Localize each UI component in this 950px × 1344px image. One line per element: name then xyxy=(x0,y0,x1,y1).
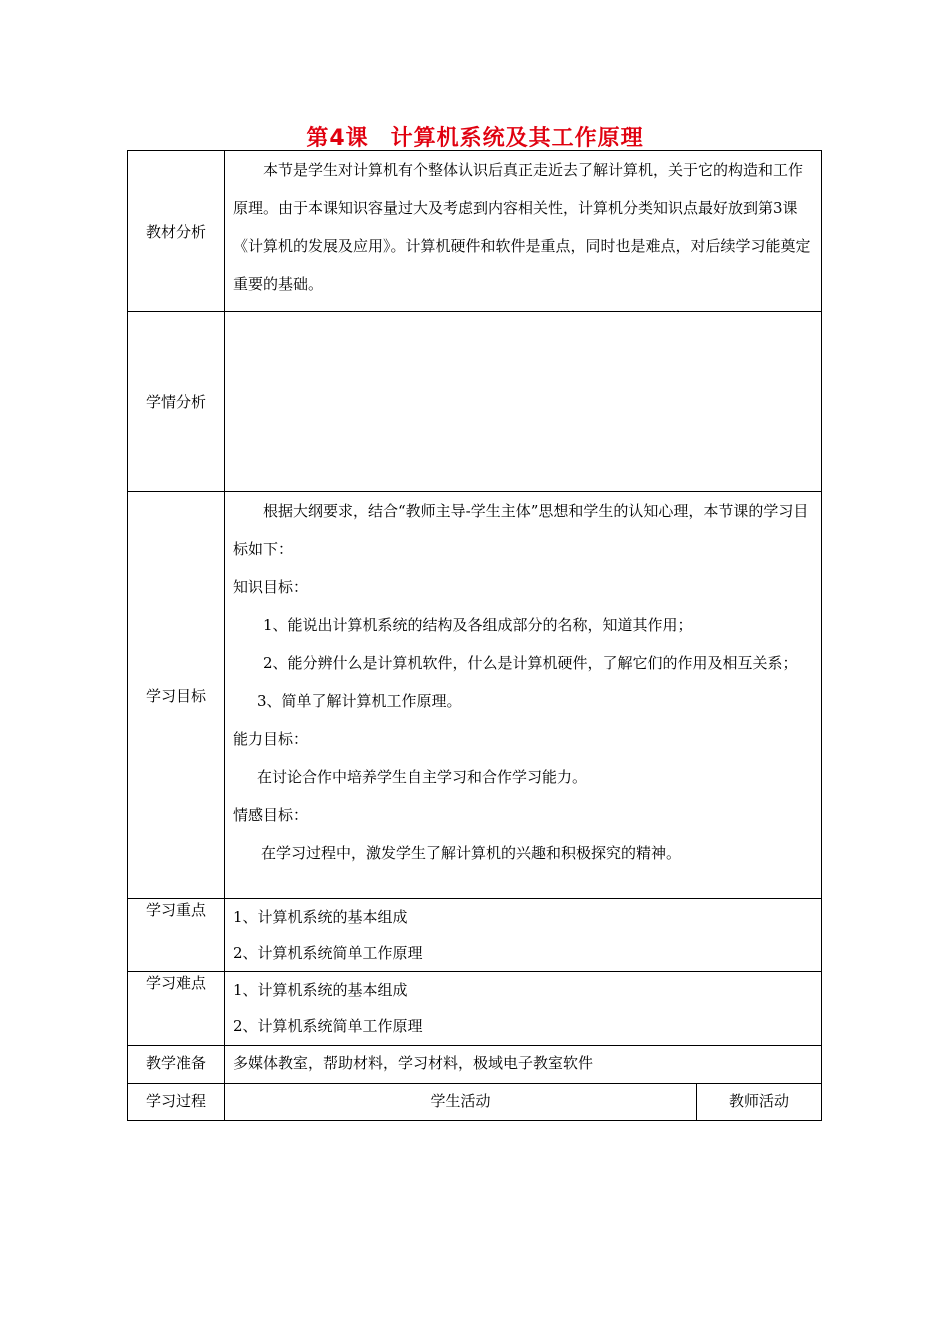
knowledge-heading: 知识目标： xyxy=(233,578,309,596)
ability-heading: 能力目标： xyxy=(233,730,309,748)
difficulty-item: 2、计算机系统简单工作原理 xyxy=(233,1017,423,1035)
row-preparation xyxy=(128,1046,822,1084)
emotion-text: 在学习过程中，激发学生了解计算机的兴趣和积极探究的精神。 xyxy=(261,844,682,862)
content-key-points xyxy=(225,899,822,972)
row-textbook-analysis xyxy=(128,151,822,312)
knowledge-item: 3、简单了解计算机工作原理。 xyxy=(257,692,462,710)
header-student-activity: 学生活动 xyxy=(225,1084,697,1121)
knowledge-item: 2、能分辨什么是计算机软件，什么是计算机硬件，了解它们的作用及相互关系； xyxy=(263,654,798,672)
content-learning-goals xyxy=(225,492,822,899)
goals-intro: 根据大纲要求，结合“教师主导-学生主体”思想和学生的认知心理，本节课的学习目标如下： xyxy=(233,502,809,558)
label-learner-analysis: 学情分析 xyxy=(128,312,225,492)
row-process xyxy=(128,1084,822,1121)
label-key-points: 学习重点 xyxy=(128,899,225,972)
preparation-text: 多媒体教室，帮助材料，学习材料，极域电子教室软件 xyxy=(233,1054,594,1072)
content-preparation xyxy=(225,1046,822,1084)
lesson-topic: 计算机系统及其工作原理 xyxy=(390,126,644,151)
lesson-plan-table xyxy=(127,150,822,1121)
key-point-item: 1、计算机系统的基本组成 xyxy=(233,908,408,926)
analysis-paragraph: 本节是学生对计算机有个整体认识后真正走近去了解计算机，关于它的构造和工作原理。由于本课知识容量过大及考虑到内容相关性，计算机分类知识点最好放到第3课《计算机的发展及应用》。计算机硬件和软件是重点，同时也是难点，对后续学习能奠定重要的基础。 xyxy=(233,161,811,293)
difficulty-item: 1、计算机系统的基本组成 xyxy=(233,981,408,999)
row-key-points xyxy=(128,899,822,972)
row-learning-goals xyxy=(128,492,822,899)
label-process: 学习过程 xyxy=(128,1084,225,1121)
label-preparation: 教学准备 xyxy=(128,1046,225,1084)
label-learning-goals: 学习目标 xyxy=(128,492,225,899)
key-point-item: 2、计算机系统简单工作原理 xyxy=(233,944,423,962)
row-difficulties xyxy=(128,972,822,1046)
ability-text: 在讨论合作中培养学生自主学习和合作学习能力。 xyxy=(257,768,588,786)
knowledge-item: 1、能说出计算机系统的结构及各组成部分的名称，知道其作用； xyxy=(263,616,693,634)
lesson-number: 第4课 xyxy=(306,126,369,151)
content-textbook-analysis xyxy=(225,151,822,312)
row-learner-analysis xyxy=(128,312,822,492)
label-difficulties: 学习难点 xyxy=(128,972,225,1046)
content-learner-analysis xyxy=(225,312,822,492)
content-difficulties xyxy=(225,972,822,1046)
header-teacher-activity: 教师活动 xyxy=(697,1084,822,1121)
lesson-title xyxy=(0,121,950,152)
label-textbook-analysis: 教材分析 xyxy=(128,151,225,312)
emotion-heading: 情感目标： xyxy=(233,806,309,824)
